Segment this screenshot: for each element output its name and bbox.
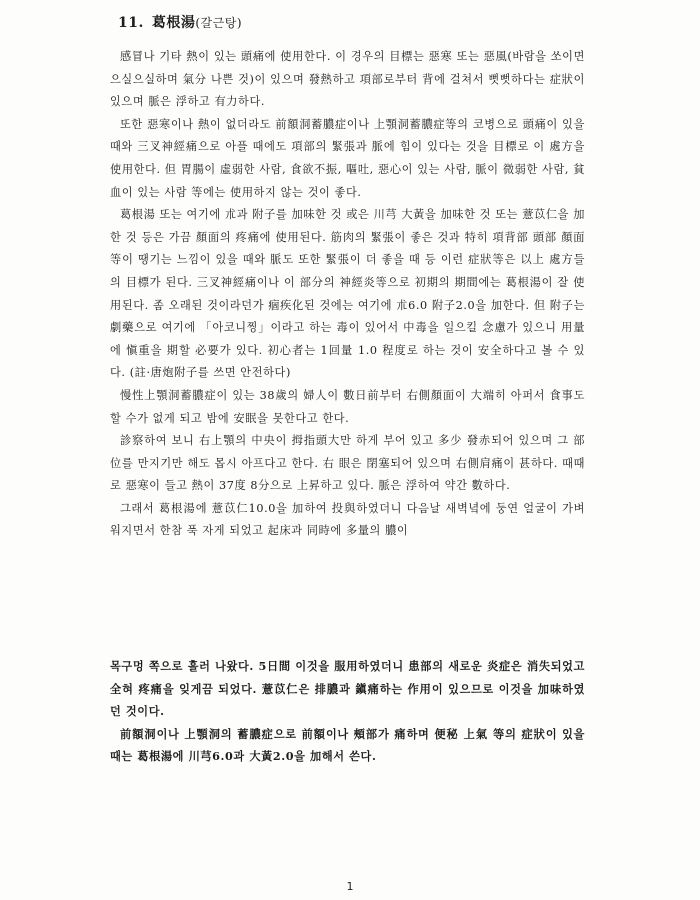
- section-title: 葛根湯: [151, 15, 196, 31]
- section-number: 11.: [118, 15, 144, 31]
- section-heading: [118, 12, 242, 32]
- paragraph-variant-formula: 前額洞이나 上顎洞의 蓄膿症으로 前額이나 頰部가 痛하며 便秘 上氣 等의 症狀이 있을 때는 葛根湯에 川芎6.0과 大黃2.0을 加해서 쓴다.: [110, 726, 585, 764]
- continuation-text: [110, 655, 585, 768]
- paragraph-facial-pain: 葛根湯 또는 여기에 朮과 附子를 加味한 것 或은 川芎 大黃을 加味한 것 또는 薏苡仁을 加한 것 등은 가끔 顏面의 疼痛에 使用된다. 筋肉의 緊張이 좋은 것과 特히 項背部 頭部 顏面等이 땡기는 느낌이 있을 때와 脈도 또한 緊張이 더 좋을 때 등 이런 症狀等은 以上 處方들의 目標가 된다. 三叉神經痛이나 이 部分의 神經炎等으로 初期의 期間에는 葛根湯이 잘 使用된다. 좀 오래된 것이라던가 痼疾化된 것에는 여기에 朮6.0 附子2.0을 加한다. 但 附子는 劇藥으로 여기에 「아코니찡」이라고 하는 毒이 있어서 中毒을 일으킬 念慮가 있으니 用量에 愼重을 期할 必要가 있다. 初心者는 1回量 1.0 程度로 하는 것이 安全하다고 볼 수 있다. (註·唐炮附子를 쓰면 안전하다): [110, 208, 585, 380]
- paragraph-case-history: 慢性上顎洞蓄膿症이 있는 38歲의 婦人이 數日前부터 右側顏面이 大端히 아퍼서 食事도 할 수가 없게 되고 밤에 安眠을 못한다고 한다.: [110, 388, 585, 425]
- section-title-reading: (갈근탕): [195, 16, 242, 30]
- paragraph-examination: 診察하여 보니 右上顎의 中央이 拇指頭大만 하게 부어 있고 多少 發赤되어 있으며 그 部位를 만지기만 해도 몹시 아프다고 한다. 右 眼은 閉塞되어 있으며 右側肩痛이 甚하다. 때때로 惡寒이 들고 熱이 37度 8分으로 上昇하고 있다. 脈은 浮하여 약간 數하다.: [110, 434, 585, 493]
- body-text: [110, 46, 585, 543]
- page-number: 1: [346, 880, 354, 893]
- paragraph-outcome: 목구멍 쪽으로 흘러 나왔다. 5日間 이것을 服用하였더니 患部의 새로운 炎症은 消失되었고 全혀 疼痛을 잊게끔 되었다. 薏苡仁은 排膿과 鎭痛하는 作用이 있으므로 이것을 加味하였던 것이다.: [110, 659, 585, 719]
- paragraph-sinusitis: 또한 惡寒이나 熱이 없더라도 前額洞蓄膿症이나 上顎洞蓄膿症等의 코병으로 頭痛이 있을 때와 三叉神經痛으로 아플 때에도 項部의 緊張과 脈에 힘이 있다는 것을 目標로 이 處方을 使用한다. 但 胃腸이 虛弱한 사람, 食欲不振, 嘔吐, 惡心이 있는 사람, 脈이 微弱한 사람, 貧血이 있는 사람 等에는 使用하지 않는 것이 좋다.: [110, 117, 585, 199]
- paragraph-treatment: 그래서 葛根湯에 薏苡仁10.0을 加하여 投與하였더니 다음날 새벽녘에 둥연 얼굴이 가벼워지면서 한참 푹 자게 되었고 起床과 同時에 多量의 膿이: [110, 501, 585, 538]
- paragraph-usage: 感冒나 기타 熱이 있는 頭痛에 使用한다. 이 경우의 目標는 惡寒 또는 惡風(바람을 쏘이면 으실으실하며 氣分 나쁜 것)이 있으며 發熱하고 項部로부터 背에 걸쳐서 뻣뻣하다는 症狀이 있으며 脈은 浮하고 有力하다.: [110, 50, 585, 109]
